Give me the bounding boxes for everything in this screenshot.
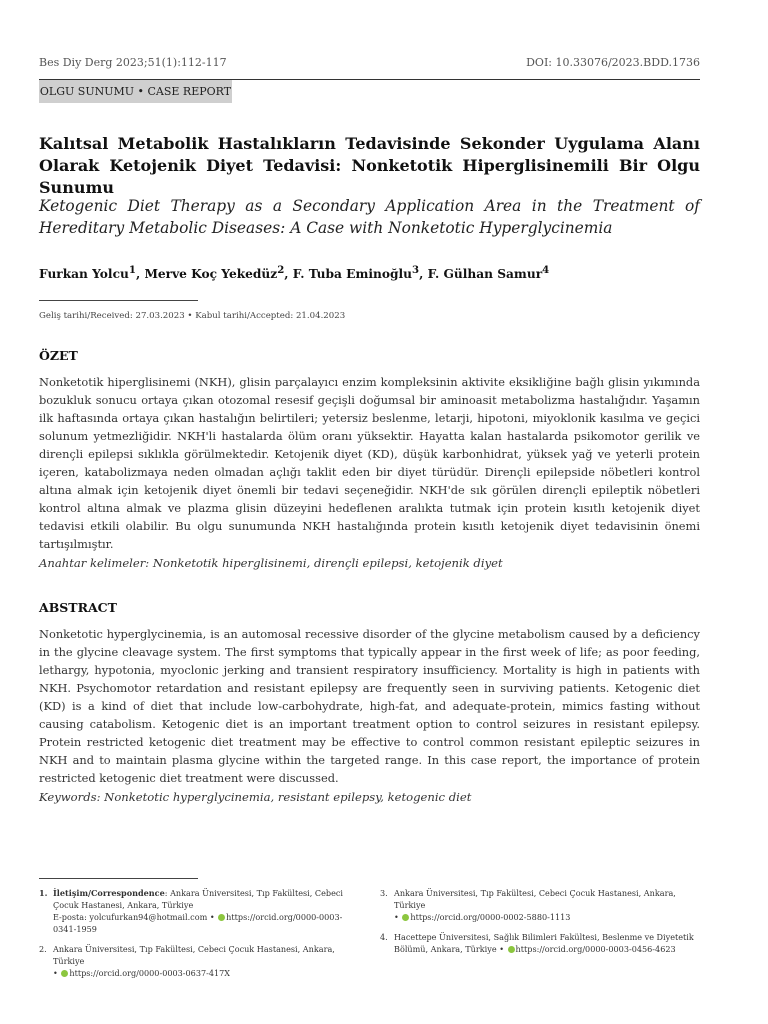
footnotes-left [39, 887, 344, 987]
abstract-text: Nonketotic hyperglycinemia, is an automosal recessive disorder of the glycine metabolism caused by a deficiency in the glycine cleavage system. The first symptoms that typically appear in the first week of life; as poor feeding, lethargy, hypotonia, myoclonic jerking and transient respiratory insufficiency. Mortality is high in patients with NKH. Psychomotor retardation and resistant epilepsy are frequently seen in surviving patients. Ketogenic diet (KD) is a kind of diet that include low-carbohydrate, high-fat, and adequate-protein, mimics fasting without causing catabolism. Ketogenic diet is an important treatment option to control seizures in resistant epilepsy. Protein restricted ketogenic diet treatment may be effective to control common resistant epileptic seizures in NKH and to maintain plasma glycine within the targeted range. In this case report, the importance of protein restricted ketogenic diet treatment were discussed. [39, 627, 700, 785]
author: Merve Koç Yekedüz [144, 267, 278, 282]
author-affiliation-mark: 1 [128, 264, 136, 276]
affiliation-text: : Ankara Üniversitesi, Tıp Fakültesi, Cebeci Çocuk Hastanesi, Ankara, Türkiye [53, 888, 343, 910]
orcid-link[interactable]: https://orcid.org/0000-0003-0341-1959 [53, 912, 343, 934]
author: Furkan Yolcu [39, 267, 129, 282]
abstract-heading: ABSTRACT [39, 600, 117, 615]
orcid-link[interactable]: https://orcid.org/0000-0003-0637-417X [69, 968, 231, 978]
ozet-keywords: Anahtar kelimeler: Nonketotik hiperglisinemi, dirençli epilepsi, ketojenik diyet [39, 556, 503, 570]
article-type-badge: OLGU SUNUMU • CASE REPORT [39, 80, 232, 103]
footnote-4 [380, 931, 700, 955]
correspondence-email[interactable]: E-posta: yolcufurkan94@hotmail.com • [53, 912, 215, 922]
footnote-number: 2. [39, 944, 47, 954]
doi[interactable]: DOI: 10.33076/2023.BDD.1736 [526, 56, 700, 69]
article-title-turkish: Kalıtsal Metabolik Hastalıkların Tedavisinde Sekonder Uygulama Alanı Olarak Ketojenik Diyet Tedavisi: Nonketotik Hiperglisinemili Bir Olgu Sunumu [39, 134, 700, 197]
author-list: Furkan Yolcu$^1$, Merve Koç Yekedüz$^2$, F. Tuba Eminoğlu$^3$, F. Gülhan Samur$^4$ [39, 264, 550, 282]
footnote-number: 4. [380, 932, 388, 942]
journal-citation: Bes Diy Derg 2023;51(1):112-117 [39, 56, 227, 69]
affiliation-text: Ankara Üniversitesi, Tıp Fakültesi, Cebeci Çocuk Hastanesi, Ankara, Türkiye [53, 944, 335, 966]
orcid-icon [402, 914, 409, 921]
author-affiliation-mark: 2 [277, 264, 285, 276]
orcid-icon [218, 914, 225, 921]
footnote-number: 3. [380, 888, 388, 898]
ozet-heading: ÖZET [39, 348, 78, 363]
footnote-3: 3. Ankara Üniversitesi, Tıp Fakültesi, Cebeci Çocuk Hastanesi, Ankara, Türkiye • https://orcid.org/0000-0002-5880-1113 [380, 888, 676, 922]
article-title-english: Ketogenic Diet Therapy as a Secondary Application Area in the Treatment of Hereditary Metabolic Diseases: A Case with Nonketotic Hyperglycinemia [39, 197, 700, 237]
orcid-link[interactable]: https://orcid.org/0000-0003-0456-4623 [515, 944, 676, 954]
footnote-divider [39, 878, 198, 879]
orcid-icon [508, 946, 515, 953]
dates-divider [39, 300, 198, 301]
footnote-2: 2. Ankara Üniversitesi, Tıp Fakültesi, Cebeci Çocuk Hastanesi, Ankara, Türkiye • https://orcid.org/0000-0003-0637-417X [39, 944, 335, 978]
affiliation-text: Hacettepe Üniversitesi, Sağlık Bilimleri Fakültesi, Beslenme ve Diyetetik Bölümü, Ankara, Türkiye • [394, 932, 694, 954]
ozet-text: Nonketotik hiperglisinemi (NKH), glisin parçalayıcı enzim kompleksinin aktivite eksikliğine bağlı glisin yıkımında bozukluk sonucu ortaya çıkan otozomal resesif geçişli doğumsal bir aminoasit metabolizma hastalığıdır. Yaşamın ilk haftasında ortaya çıkan hastalığın belirtileri; yetersiz beslenme, letarji, hipotoni, miyoklonik kasılma ve geçici solunum yetmezliğidir. NKH'li hastalarda ölüm oranı yüksektir. Hayatta kalan hastalarda psikomotor gerilik ve dirençli epilepsi sıklıkla görülmektedir. Ketojenik diyet (KD), düşük karbonhidrat, yüksek yağ ve yeterli protein içeren, katabolizmaya neden olmadan açlığı taklit eden bir diyet türüdür. Dirençli epilepside nöbetleri kontrol altına almak için ketojenik diyet önemli bir tedavi seçeneğidir. NKH'de sık görülen dirençli epileptik nöbetleri kontrol altına almak ve plazma glisin düzeyini hedeflenen aralıkta tutmak için protein kısıtlı ketojenik diyet tedavisi etkili olabilir. Bu olgu sunumunda NKH hastalığında protein kısıtlı ketojenik diyet tedavisinin önemi tartışılmıştır. [39, 375, 700, 551]
footnote-1 [39, 887, 344, 935]
author: F. Gülhan Samur [427, 267, 543, 282]
abstract-keywords: Keywords: Nonketotic hyperglycinemia, resistant epilepsy, ketogenic diet [39, 790, 472, 804]
orcid-icon [61, 970, 68, 977]
received-accepted-dates: Geliş tarihi/Received: 27.03.2023 • Kabul tarihi/Accepted: 21.04.2023 [39, 311, 346, 321]
author: F. Tuba Eminoğlu [292, 267, 412, 282]
affiliation-text: Ankara Üniversitesi, Tıp Fakültesi, Cebeci Çocuk Hastanesi, Ankara, Türkiye [394, 888, 676, 910]
footnotes-right [380, 887, 700, 963]
author-affiliation-mark: 4 [542, 264, 550, 276]
orcid-link[interactable]: https://orcid.org/0000-0002-5880-1113 [410, 912, 571, 922]
footnote-number: 1. [39, 888, 48, 898]
correspondence-label: İletişim/Correspondence [53, 888, 165, 898]
author-affiliation-mark: 3 [411, 264, 420, 276]
